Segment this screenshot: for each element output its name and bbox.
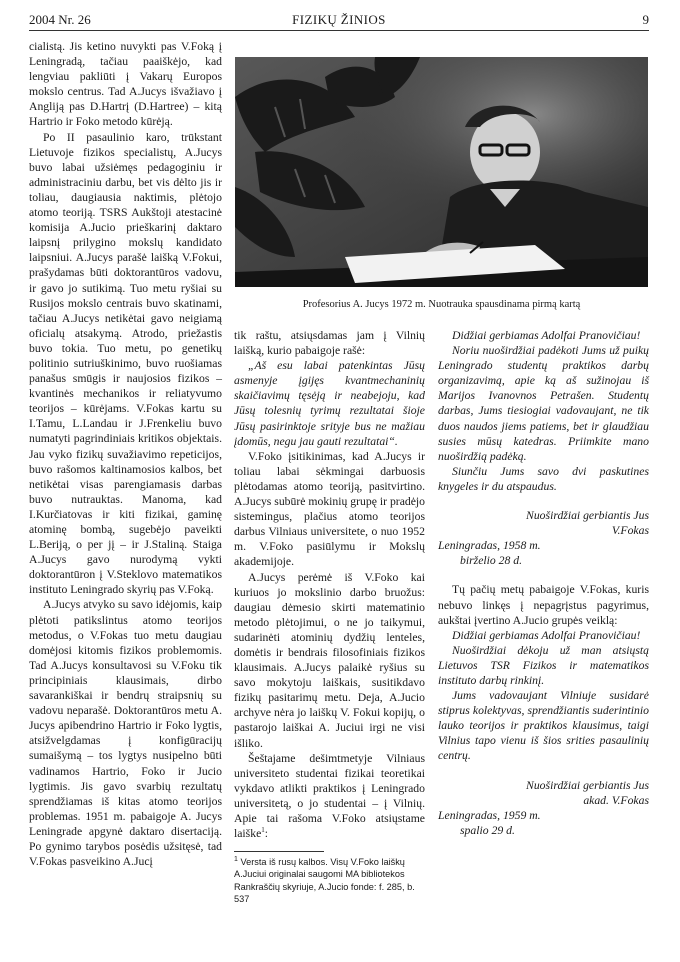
letter-place: Leningradas, 1958 m.: [438, 539, 541, 553]
letter-signature-name: V.Fokas: [611, 524, 649, 538]
paragraph: V.Foko įsitikinimas, kad A.Jucys ir toliau labai sėkmingai darbuosis plėtodamas atomo teoriją, pasitvirtino. A.Jucys subūrė mokinių grupę ir pradėjo sistemingus, plačius atomo teorijos darbus Vilniaus universitete, o nuo 1952 m. V.Foko pasiūlymu ir Mokslų akademijoje.: [234, 449, 425, 569]
journal-title: FIZIKŲ ŽINIOS: [292, 12, 386, 27]
letter-body: Noriu nuoširdžiai padėkoti Jums už puikų Leningrado studentų praktikos darbų organizavimą, apie ką aš sužinojau iš Marijos Ivanovnos Petrašen. Studentų darbas, Jums tiesiogiai vadovaujant, ne tik duos naudos jiems patiems, bet ir glaudžiau susies mūsų katedras. Priimkite mano nuoširdžią padėką.: [438, 344, 649, 463]
footnote-rule: [234, 851, 324, 852]
footnote-mark: 1: [234, 856, 238, 864]
header-rule: [29, 30, 649, 31]
punctuation: :: [264, 827, 269, 841]
text-column-3: [438, 328, 649, 838]
letter-place: Leningradas, 1959 m.: [438, 808, 541, 822]
text-column-1: [29, 39, 222, 869]
letter-signature-line: Nuoširdžiai gerbiantis Jus: [526, 778, 649, 792]
paragraph: cialistą. Jis ketino nuvykti pas V.Foką į Leningradą, tačiau paaiškėjo, kad lengviau pakliūti į Vakarų Europos mokslo centrus. Tad A.Jucys išvažiavo į Angliją pas D.Hartrį (D.Hartree) – kitą Hartrio ir Foko metodo kūrėją.: [29, 40, 222, 129]
letter-body: Jums vadovaujant Vilniuje susidarė stiprus kolektyvas, sprendžiantis suderintinio lauko teorijos ir praktikos klausimus, taigi Vilnius tapo vienu iš šios srities pasaulinių centrų.: [438, 689, 649, 763]
text-column-2: [234, 328, 425, 905]
issue-number: 2004 Nr. 26: [29, 12, 91, 27]
letter-signature-name: akad. V.Fokas: [583, 793, 649, 807]
letter-date: birželio 28 d.: [460, 554, 523, 568]
paragraph-text: Šeštajame dešimtmetyje Vilniaus universiteto studentai fizikai teoretikai vykdavo atlikti praktikos į Leningrado universitetą, o jo studentai – į Vilnių. Apie tai rašoma V.Foko atsiųstame laiške: [234, 751, 425, 841]
letter-salutation: Didžiai gerbiamas Adolfai Pranovičiau!: [452, 329, 641, 342]
letter-date: spalio 29 d.: [460, 823, 515, 837]
footnote-text: Versta iš rusų kalbos. Visų V.Foko laiškų A.Juciui originalai saugomi MA bibliotekos Rankraščių skyriuje, A.Jucio fonde: f. 285, b. 537: [234, 857, 415, 904]
paragraph: Tų pačių metų pabaigoje V.Fokas, kuris nebuvo linkęs į nepagrįstus pagyrimus, aukštai įvertino A.Jucio grupės veiklą:: [438, 583, 649, 627]
paragraph: tik raštu, atsiųsdamas jam į Vilnių laišką, kurio pabaigoje rašė:: [234, 329, 425, 358]
paragraph: [234, 751, 425, 842]
letter-signature-line: Nuoširdžiai gerbiantis Jus: [526, 509, 649, 523]
letter-body: Nuoširdžiai dėkoju už man atsiųstą Lietuvos TSR Fizikos ir matematikos instituto darbų rinkinį.: [438, 643, 649, 687]
paragraph: A.Jucys perėmė iš V.Foko kai kuriuos jo mokslinio darbo bruožus: daugiau dėmesio skirti matematinio metodo plėtojimui, o ne jo taikymui, sudarinėti atominių dydžių lenteles, domėtis ir bendrais filosofiniais fizikos klausimais. A.Jucys palaikė ryšius su savo mokytoju laiškais, susitikdavo fizikų pasitarimų metu. Deja, A.Jucio archyve nėra jo laiškų V. Fokui kopijų, o pastarojo laiškai A. Juciui irgi ne visi išliko.: [234, 570, 425, 750]
quote-paragraph: „Aš esu labai patenkintas Jūsų asmenyje įgijęs kvantmechaninių skaičiavimų tęsėją ir neabejoju, kad Jūsų tolesnių tyrimų rezultatai šioje Jūsų pasirinktoje srityje bus ne mažiau įdomūs, negu jau gauti rezultatai“.: [234, 359, 425, 448]
paragraph: A.Jucys atvyko su savo idėjomis, kaip plėtoti patikslintus atomo teorijos metodus, o V.Fokas tuo metu daugiau domėjosi kitomis fizikos problemomis. Tad A.Jucys konsultavosi su V.Foku tik principiniais klausimais, dirbo savarankiškai ir bendrų straipsnių su vadovu neparašė. Doktorantūros metu A. Jucys apibendrino Hartrio ir Foko lygtis, atsižvelgdamas į konfigūracijų sumaišymą – tos lygtys nusipelno būti vadinamos Hartrio, Foko ir Jucio lygtimis. Jis gavo svarbių rezultatų sprendžiamas iš kitas atomo teorijos problemas. 1951 m. pabaigoje A. Jucys Leningrade apgynė daktaro disertaciją. Po gynimo tarybos posėdis užsitęsė, tad V.Fokas pasveikino A.Jucį: [29, 598, 222, 869]
paragraph: Po II pasaulinio karo, trūkstant Lietuvoje fizikos specialistų, A.Jucys buvo labai užsiėmęs pedagoginiu ir administraciniu darbu, bet vis dėlto jis ir toliau, daugiausia naktimis, plėtojo atomo teoriją. TSRS Aukštoji atestacinė komisija A.Jucio prieškarinį daktaro laipsnį prilygino mokslų kandidato laipsniui. A.Jucys parašė laišką V.Fokui, prašydamas būti doktorantūros vadovu, ir gavo jo sutikimą. Tuo metu ryšiai su Rusijos mokslo centrais buvo skatinami, tačiau A.Jucys netikėtai gavo neigiamą oficialų atsakymą. Atrodo, priežastis buvo tokia. Tuo metu, po genetikų politinio sutriuškinimo, buvo ruošiamas panašus smūgis ir naujosios fizikos – kvantinės mechanikos ir reliatyvumo teorijos – kūrėjams. V.Fokas kartu su I.Tamu, L.Landau ir J.Frenkeliu buvo numatyti pagrindiniais kritikos objektais. Jau vyko fizikų suvažiavimo repeticijos, buvo rašomos kaltinamosios kalbos, bet netikėtai visas parengiamasis darbas buvo nutrauktas. Manoma, kad I.Kurčiatovas ir kiti fizikai, gaminę atominę bombą, sugebėjo paveikti L.Beriją, o per jį – ir J.Staliną. Staiga A.Jucys gavo nurodymą vykti doktorantūron į V.Steklovo matematikos instituto Leningrado skyrių pas V.Foką.: [29, 130, 222, 597]
letter-salutation: Didžiai gerbiamas Adolfai Pranovičiau!: [452, 628, 641, 642]
page-number: 9: [642, 12, 649, 27]
portrait-photo: [235, 57, 648, 287]
footnote: [234, 856, 425, 905]
photo-caption: Profesorius A. Jucys 1972 m. Nuotrauka spausdinama pirmą kartą: [302, 299, 581, 310]
letter-postscript: Siunčiu Jums savo dvi paskutines knygeles ir du atspaudus.: [438, 464, 649, 493]
footnote-reference: 1: [261, 826, 265, 835]
photo-illustration: [235, 57, 648, 287]
